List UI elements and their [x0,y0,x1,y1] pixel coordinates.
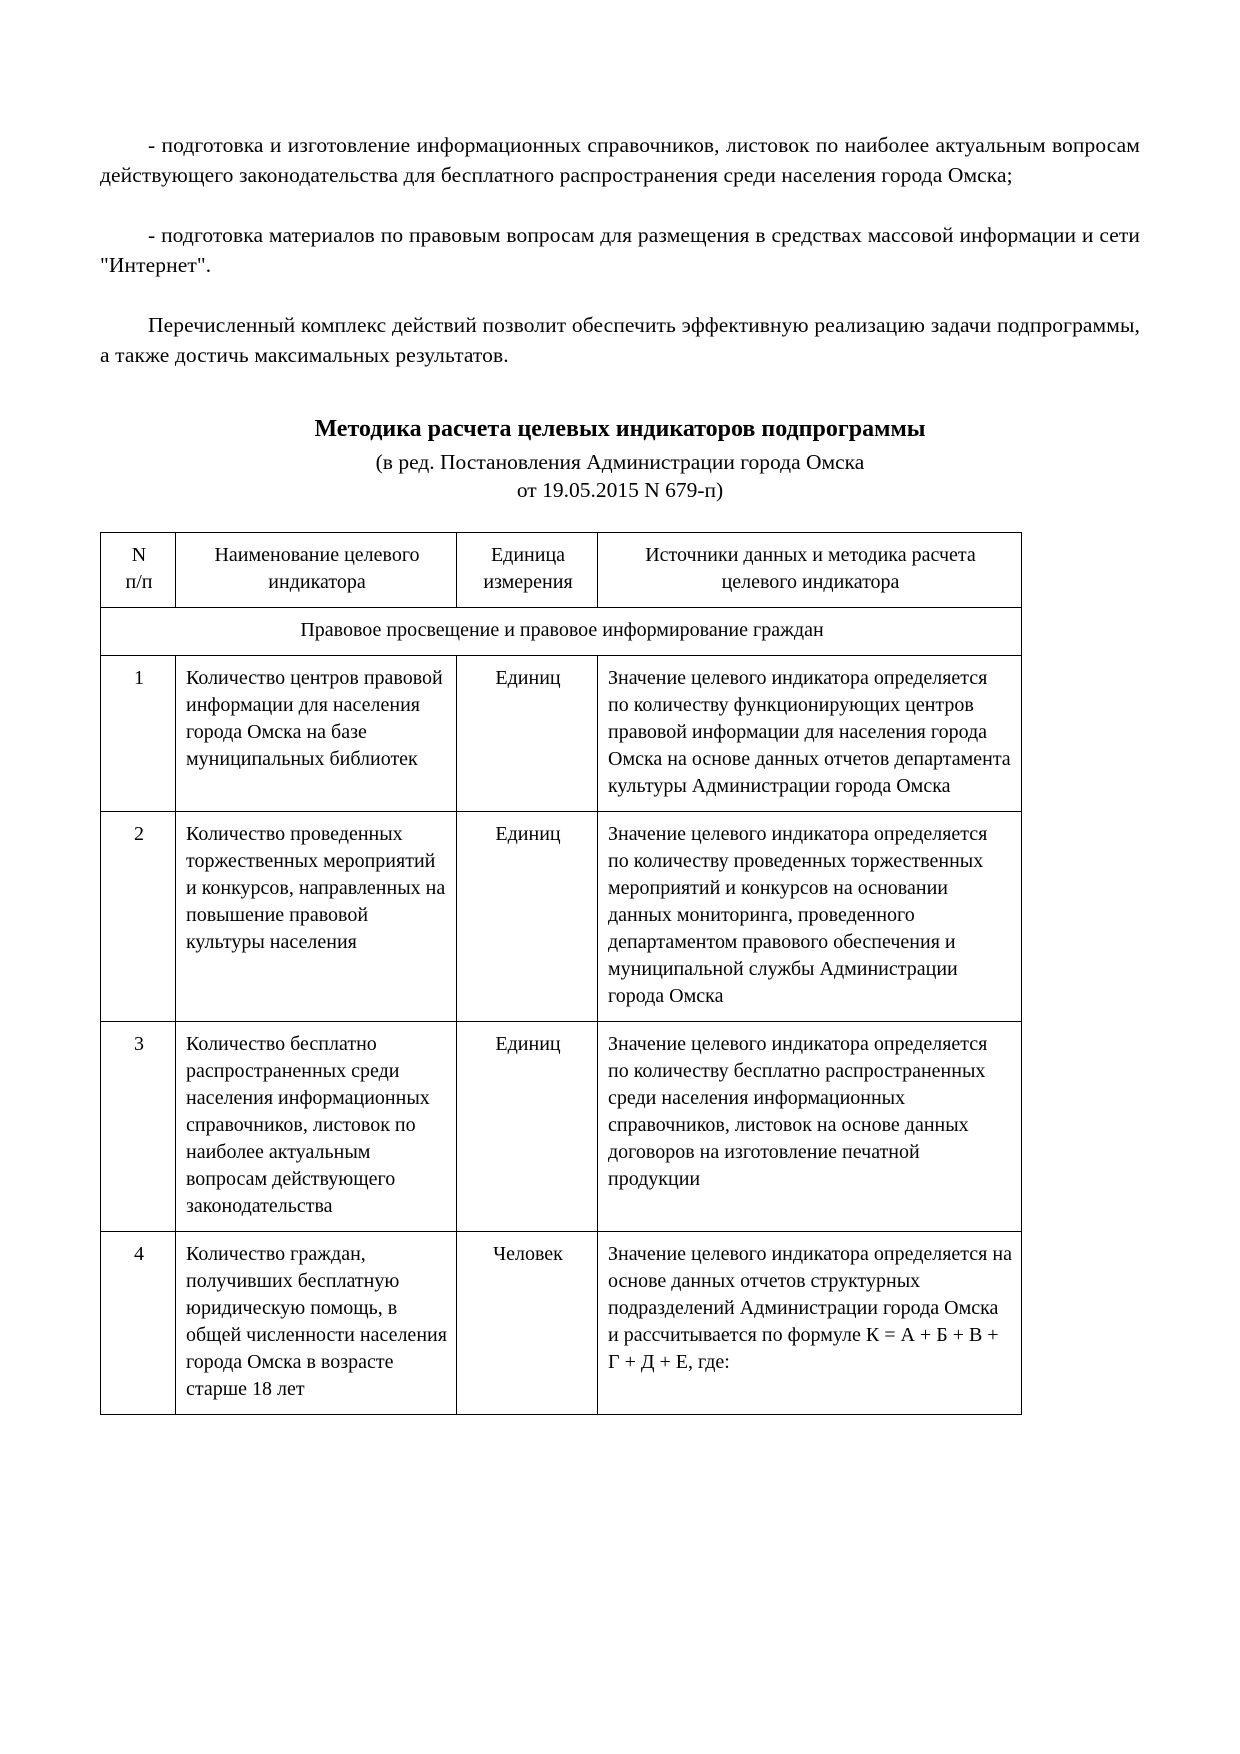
table-row [101,1232,1022,1415]
indicator-name: Количество граждан, получивших бесплатную юридическую помощь, в общей численности населения города Омска в возрасте старше 18 лет [176,1232,457,1415]
section-banner-label: Правовое просвещение и правовое информирование граждан [101,608,1022,656]
row-number: 1 [101,656,176,812]
paragraph-1: - подготовка и изготовление информационных справочников, листовок по наиболее актуальным вопросам действующего законодательства для бесплатного распространения среди населения города Омска; [100,133,1140,187]
column-header-unit-line-2: измерения [483,571,573,593]
indicator-source: Значение целевого индикатора определяется по количеству бесплатно распространенных среди населения информационных справочников, листовок на основе данных договоров на изготовление печатной продукции [598,1022,1022,1232]
indicators-table [100,532,1022,1415]
amendment-reference-line-1: (в ред. Постановления Администрации города Омска [375,450,865,474]
row-number: 2 [101,812,176,1022]
table-row [101,656,1022,812]
table-body [101,608,1022,1415]
table-header [101,533,1022,608]
indicator-unit: Единиц [457,1022,598,1232]
indicator-unit: Единиц [457,656,598,812]
paragraph-2: - подготовка материалов по правовым вопросам для размещения в средствах массовой информации и сети "Интернет". [100,223,1140,277]
indicator-source: Значение целевого индикатора определяется по количеству функционирующих центров правовой информации для населения города Омска на основе данных отчетов департамента культуры Администрации города Омска [598,656,1022,812]
row-number: 3 [101,1022,176,1232]
column-header-source [598,533,1022,608]
table-row [101,812,1022,1022]
column-header-number [101,533,176,608]
column-header-indicator-name [176,533,457,608]
indicator-name: Количество центров правовой информации для населения города Омска на базе муниципальных библиотек [176,656,457,812]
column-header-indicator-name-line-2: индикатора [268,571,366,593]
column-header-unit [457,533,598,608]
row-number: 4 [101,1232,176,1415]
column-header-source-line-1: Источники данных и методика расчета [645,544,976,566]
column-header-indicator-name-line-1: Наименование целевого [214,544,420,566]
indicator-source: Значение целевого индикатора определяется по количеству проведенных торжественных мероприятий и конкурсов на основании данных мониторинга, проведенного департаментом правового обеспечения и муниципальной службы Администрации города Омска [598,812,1022,1022]
table-section-row [101,608,1022,656]
column-header-source-line-2: целевого индикатора [721,571,900,593]
table-row [101,1022,1022,1232]
column-header-unit-line-1: Единица [490,544,566,566]
amendment-reference-line-2: от 19.05.2015 N 679-п) [516,478,724,502]
indicator-unit: Человек [457,1232,598,1415]
column-header-number-line-1: N [131,544,147,566]
indicator-name: Количество бесплатно распространенных среди населения информационных справочников, листовок по наиболее актуальным вопросам действующего законодательства [176,1022,457,1232]
paragraph-3: Перечисленный комплекс действий позволит обеспечить эффективную реализацию задачи подпрограммы, а также достичь максимальных результатов. [100,313,1140,367]
column-header-number-line-2: п/п [125,571,153,593]
title-block [100,414,1140,504]
indicator-source: Значение целевого индикатора определяется на основе данных отчетов структурных подразделений Администрации города Омска и рассчитывается по формуле К = А + Б + В + Г + Д + Е, где: [598,1232,1022,1415]
table-header-row [101,533,1022,608]
indicator-name: Количество проведенных торжественных мероприятий и конкурсов, направленных на повышение правовой культуры населения [176,812,457,1022]
page-title: Методика расчета целевых индикаторов подпрограммы [314,416,926,442]
indicator-unit: Единиц [457,812,598,1022]
